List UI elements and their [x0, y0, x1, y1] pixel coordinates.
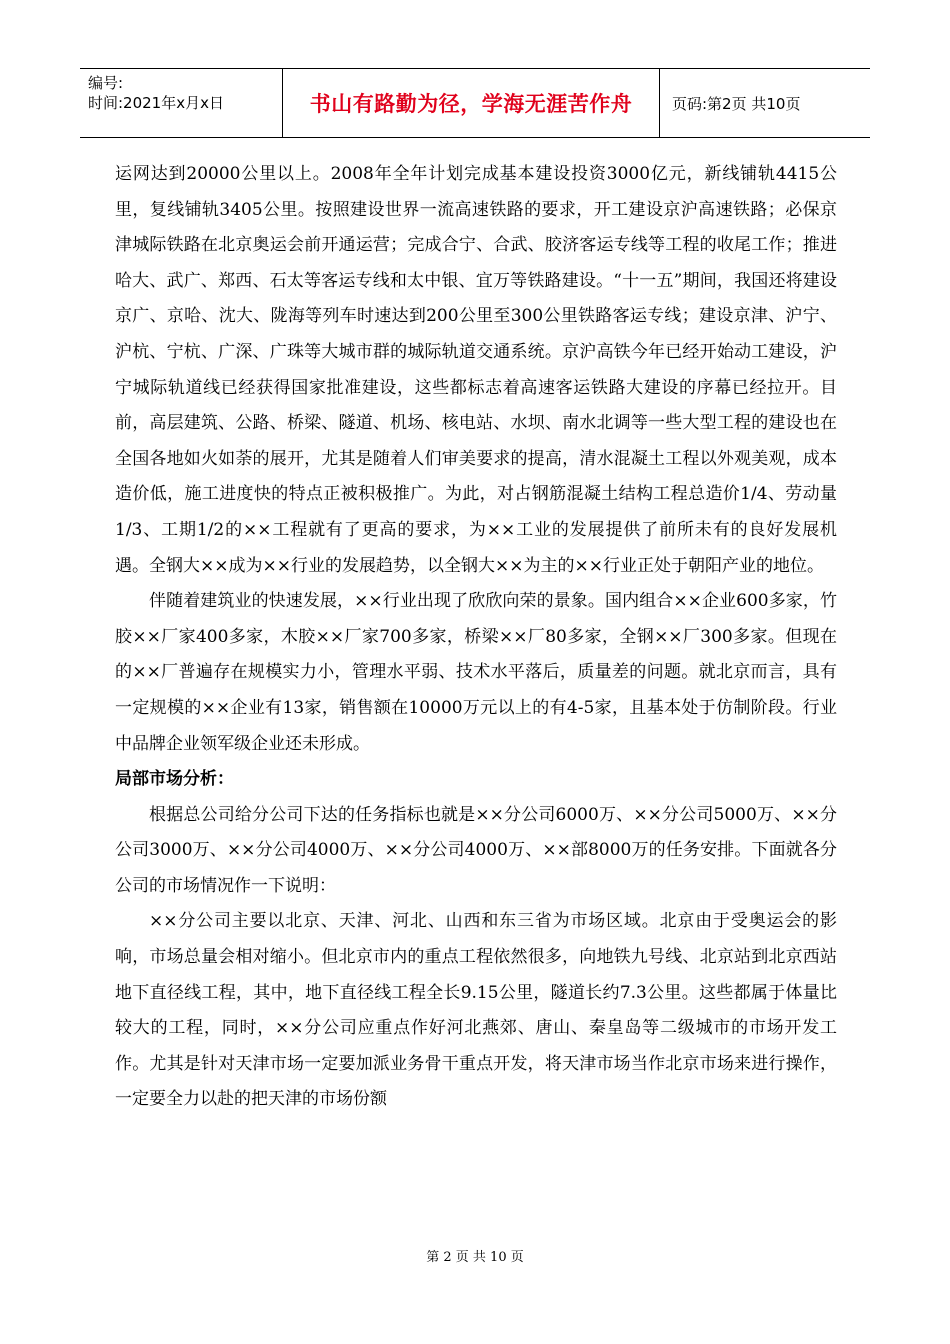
page-header [80, 68, 870, 138]
paragraph: 伴随着建筑业的快速发展，××行业出现了欣欣向荣的景象。国内组合××企业600多家，竹胶××厂家400多家，木胶××厂家700多家，桥梁××厂80多家，全钢××厂300多家。但现在的××厂普遍存在规模实力小，管理水平弱、技术水平落后，质量差的问题。就北京而言，具有一定规模的××企业有13家，销售额在10000万元以上的有4-5家，且基本处于仿制阶段。行业中品牌企业领军级企业还未形成。 [115, 591, 837, 754]
body-text [115, 157, 837, 1118]
section-heading: 局部市场分析： [115, 769, 234, 790]
motto: 书山有路勤为径，学海无涯苦作舟 [309, 92, 633, 116]
paragraph: 运网达到20000公里以上。2008年全年计划完成基本建设投资3000亿元，新线铺轨4415公里，复线铺轨3405公里。按照建设世界一流高速铁路的要求，开工建设京沪高速铁路；必保京津城际铁路在北京奥运会前开通运营；完成合宁、合武、胶济客运专线等工程的收尾工作；推进哈大、武广、郑西、石太等客运专线和太中银、宜万等铁路建设。“十一五”期间，我国还将建设京广、京哈、沈大、陇海等列车时速达到200公里至300公里铁路客运专线；建设京津、沪宁、沪杭、宁杭、广深、广珠等大城市群的城际轨道交通系统。京沪高铁今年已经开始动工建设，沪宁城际轨道线已经获得国家批准建设，这些都标志着高速客运铁路大建设的序幕已经拉开。目前，高层建筑、公路、桥梁、隧道、机场、核电站、水坝、南水北调等一些大型工程的建设也在全国各地如火如荼的展开，尤其是随着人们审美要求的提高，清水混凝土工程以外观美观，成本造价低，施工进度快的特点正被积极推广。为此，对占钢筋混凝土结构工程总造价1/4、劳动量1/3、工期1/2的××工程就有了更高的要求，为××工业的发展提供了前所未有的良好发展机遇。全钢大××成为××行业的发展趋势，以全钢大××为主的××行业正处于朝阳产业的地位。 [115, 164, 837, 576]
header-page-cell [660, 69, 870, 137]
paragraph: ××分公司主要以北京、天津、河北、山西和东三省为市场区域。北京由于受奥运会的影响，市场总量会相对缩小。但北京市内的重点工程依然很多，向地铁九号线、北京站到北京西站地下直径线工程，其中，地下直径线工程全长9.15公里，隧道长约7.3公里。这些都属于体量比较大的工程，同时，××分公司应重点作好河北燕郊、唐山、秦皇岛等二级城市的市场开发工作。尤其是针对天津市场一定要加派业务骨干重点开发，将天津市场当作北京市场来进行操作，一定要全力以赴的把天津的市场份额 [115, 911, 837, 1110]
header-meta [80, 69, 283, 137]
header-motto-cell [283, 69, 660, 137]
paragraph: 根据总公司给分公司下达的任务指标也就是××分公司6000万、××分公司5000万、××分公司3000万、××分公司4000万、××分公司4000万、××部8000万的任务安排。下面就各分公司的市场情况作一下说明： [115, 804, 837, 896]
code-label: 编号: [88, 74, 124, 92]
page-code: 页码:第2页 共10页 [672, 94, 801, 113]
time-label: 时间:2021年x月x日 [88, 94, 224, 112]
page-footer: 第 2 页 共 10 页 [426, 1250, 524, 1265]
